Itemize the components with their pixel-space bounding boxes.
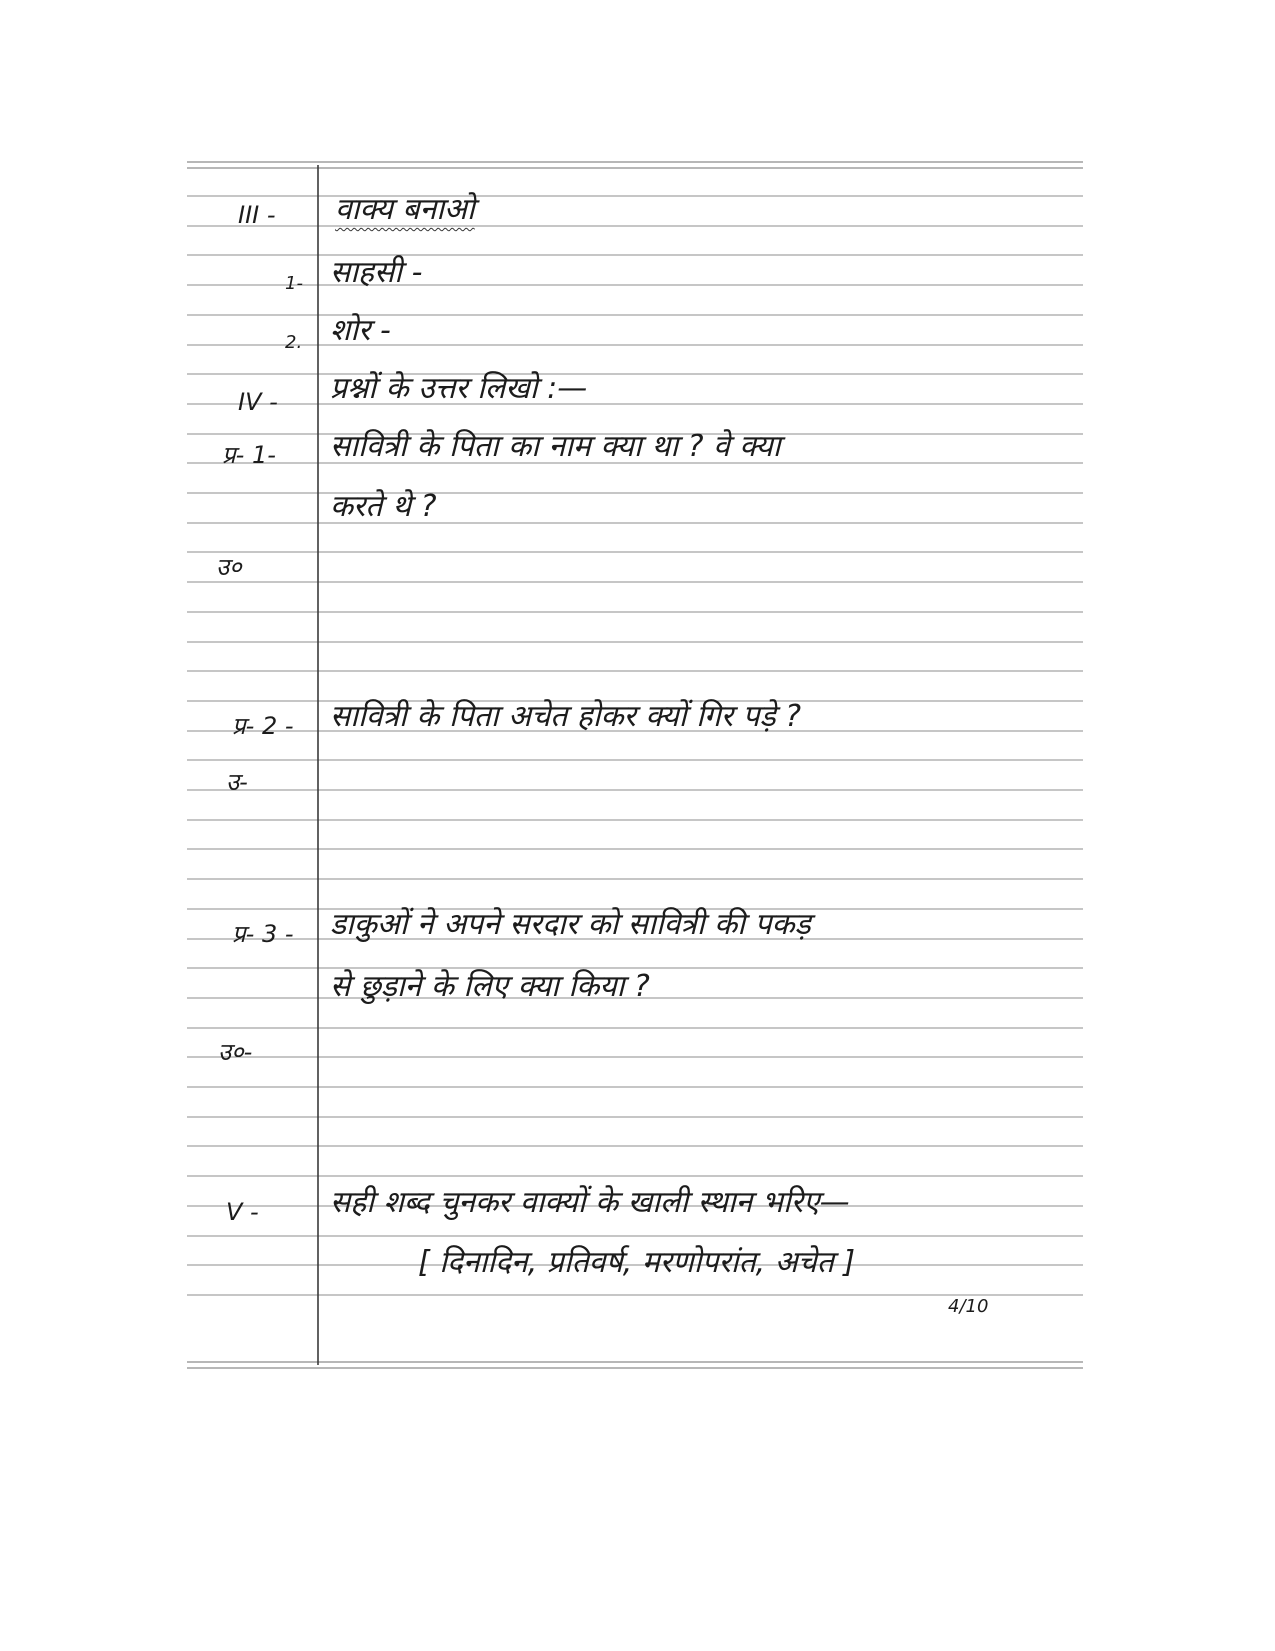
answer-2-label: उ- <box>226 768 248 796</box>
question-3-number: प्र- 3 - <box>232 920 294 948</box>
answer-1-label: उ० <box>216 553 242 581</box>
section-4-numeral: IV - <box>238 388 278 416</box>
question-3-line-2: से छुड़ाने के लिए क्या किया ? <box>330 969 650 1004</box>
section-3-numeral: III - <box>238 201 276 229</box>
section-3-item-2-number: 2. <box>285 332 303 353</box>
question-2-number: प्र- 2 - <box>232 712 294 740</box>
answer-3-label: उ०- <box>218 1038 253 1066</box>
section-3-item-1-number: 1- <box>285 273 303 294</box>
section-5-numeral: V - <box>226 1198 259 1226</box>
section-3-item-1-text: साहसी - <box>330 255 423 290</box>
question-2-line-1: सावित्री के पिता अचेत होकर क्यों गिर पड़े ? <box>330 699 802 734</box>
section-4-heading: प्रश्नों के उत्तर लिखो :— <box>330 371 588 406</box>
question-3-line-1: डाकुओं ने अपने सरदार को सावित्री की पकड़ <box>330 907 811 942</box>
score-mark: 4/10 <box>948 1296 989 1317</box>
section-3-heading: वाक्य बनाओ <box>335 192 475 227</box>
section-3-item-2-text: शोर - <box>330 313 391 348</box>
word-bank: [ दिनादिन, प्रतिवर्ष, मरणोपरांत, अचेत ] <box>418 1245 856 1280</box>
question-1-number: प्र- 1- <box>222 441 276 469</box>
question-1-line-1: सावित्री के पिता का नाम क्या था ? वे क्या <box>330 429 781 464</box>
section-5-heading: सही शब्द चुनकर वाक्यों के खाली स्थान भरिए— <box>330 1185 850 1220</box>
question-1-line-2: करते थे ? <box>330 489 437 524</box>
